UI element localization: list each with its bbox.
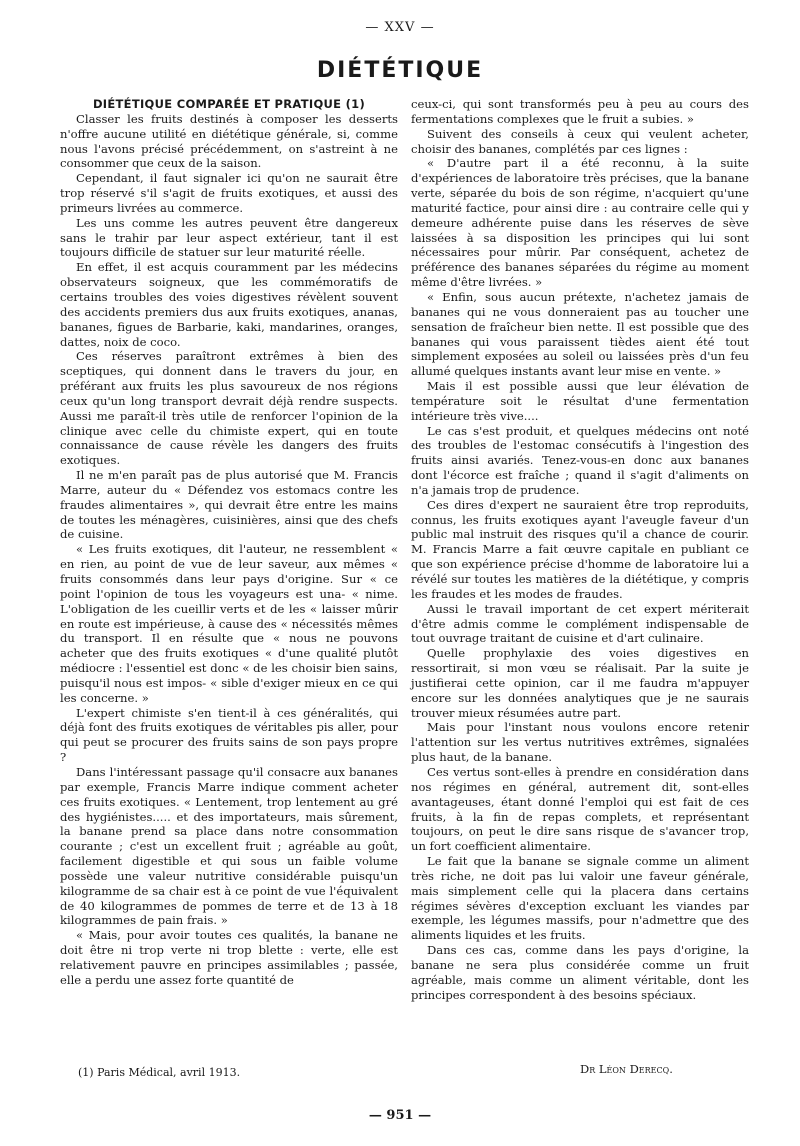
paragraph: Les uns comme les autres peuvent être dangereux sans le trahir par leur aspect extérieur, tant il est toujours difficile de statuer sur leur maturité réelle.	[60, 215, 398, 260]
paragraph: Ces réserves paraîtront extrêmes à bien des sceptiques, qui donnent dans le travers du jour, en préférant aux fruits les plus savoureux de nos régions ceux qu'un long transport devrait déjà rendre suspects. Aussi me paraît-il très utile de renforcer l'opinion de la clinique avec celle du chimiste expert, qui en toute connaissance de cause révèle les dangers des fruits exotiques.	[60, 349, 398, 468]
paragraph: Dans ces cas, comme dans les pays d'origine, la banane ne sera plus considérée comme un fruit agréable, mais comme un aliment véritable, dont les principes correspondent à des besoins spéciaux.	[411, 943, 749, 1002]
page-number: — 951 —	[368, 1108, 432, 1123]
paragraph: Il ne m'en paraît pas de plus autorisé que M. Francis Marre, auteur du « Défendez vos estomacs contre les fraudes alimentaires », qui devrait être entre les mains de toutes les ménagères, cuisinières, ainsi que des chefs de cuisine.	[60, 468, 398, 542]
paragraph: Aussi le travail important de cet expert mériterait d'être admis comme le complément indispensable de tout ouvrage traitant de cuisine et d'art culinaire.	[411, 601, 749, 646]
footnote: (1) Paris Médical, avril 1913.	[78, 1066, 241, 1079]
paragraph: Classer les fruits destinés à composer les desserts n'offre aucune utilité en diététique générale, si, comme nous l'avons précisé précédemment, on s'astreint à ne consommer que ceux de la saison.	[60, 111, 398, 171]
running-head: — XXV —	[365, 20, 435, 35]
paragraph: Le cas s'est produit, et quelques médecins ont noté des troubles de l'estomac consécutifs à l'ingestion des fruits ainsi avariés. Tenez-vous-en donc aux bananes dont l'écorce est fraîche ; quand il s'agit d'aliments on n'a jamais trop de prudence.	[411, 423, 749, 497]
paragraph: Ces dires d'expert ne sauraient être trop reproduits, connus, les fruits exotiques ayant l'aveugle faveur d'un public mal instruit des risques qu'il a chance de courir. M. Francis Marre a fait œuvre capitale en publiant ce que son expérience précise d'homme de laboratoire lui a révélé sur toutes les matières de la diététique, y compris les fraudes et les modes de fraudes.	[411, 497, 749, 601]
paragraph: Mais pour l'instant nous voulons encore retenir l'attention sur les vertus nutritives extrêmes, signalées plus haut, de la banane.	[411, 720, 749, 765]
paragraph: Ces vertus sont-elles à prendre en considération dans nos régimes en général, autrement dit, sont-elles avantageuses, étant donné l'emploi qui est fait de ces fruits, à la fin de repas complets, et représentant toujours, on peut le dire sans risque de s'avancer trop, un fort coefficient alimentaire.	[411, 764, 749, 854]
paragraph: Dans l'intéressant passage qu'il consacre aux bananes par exemple, Francis Marre indique comment acheter ces fruits exotiques. « Lentement, trop lentement au gré des hygiénistes..... et des importateurs, mais sûrement, la banane prend sa place dans notre consommation courante ; c'est un excellent fruit ; agréable au goût, facilement digestible et qui sous un faible volume possède une valeur nutritive considérable puisqu'un kilogramme de sa chair est à ce point de vue l'équivalent de 40 kilogrammes de pommes de terre et de 13 à 18 kilogrammes de pain frais. »	[60, 764, 398, 928]
paragraph: « Enfin, sous aucun prétexte, n'achetez jamais de bananes qui ne vous donneraient pas au toucher une sensation de fraîcheur bien nette. Il est possible que des bananes qui vous paraissent tièdes aient été tout simplement exposées au soleil ou laissées près d'un feu allumé quelques instants avant leur mise en vente. »	[411, 289, 749, 379]
right-column	[411, 97, 749, 1002]
paragraph: Le fait que la banane se signale comme un aliment très riche, ne doit pas lui valoir une faveur générale, mais simplement celle qui la placera dans certains régimes sévères d'exception excluant les viandes par exemple, les légumes massifs, pour n'admettre que des aliments liquides et les fruits.	[411, 854, 749, 943]
paragraph: En effet, il est acquis couramment par les médecins observateurs soigneux, que les commémoratifs de certains troubles des voies digestives révèlent souvent des accidents premiers dus aux fruits exotiques, ananas, bananes, figues de Barbarie, kaki, mandarines, oranges, dattes, noix de coco.	[60, 260, 398, 349]
article-title: DIÉTÉTIQUE COMPARÉE ET PRATIQUE (1)	[92, 97, 366, 111]
paragraph: « Les fruits exotiques, dit l'auteur, ne ressemblent « en rien, au point de vue de leur saveur, aux mêmes « fruits consommés dans leur pays d'origine. Sur « ce point l'opinion de tous les voyageurs est una- « nime. L'obligation de les cueillir verts et de les « laisser mûrir en route est impérieuse, à cause des « nécessités mêmes du transport. Il en résulte que « nous ne pouvons acheter que des fruits exotiques « d'une qualité plutôt médiocre : l'essentiel est donc « de les choisir bien sains, puisqu'il nous est impos- « sible d'exiger mieux en ce qui les concerne. »	[60, 542, 398, 705]
paragraph: « Mais, pour avoir toutes ces qualités, la banane ne doit être ni trop verte ni trop blette : verte, elle est relativement pauvre en principes assimilables ; passée, elle a perdu une assez forte quantité de	[60, 928, 398, 987]
paragraph: L'expert chimiste s'en tient-il à ces généralités, qui déjà font des fruits exotiques de véritables pis aller, pour qui peut se procurer des fruits sains de son pays propre ?	[60, 705, 398, 765]
section-title: DIÉTÉTIQUE	[316, 58, 484, 83]
paragraph: « D'autre part il a été reconnu, à la suite d'expériences de laboratoire très précises, que la banane verte, séparée du bois de son régime, n'acquiert qu'une maturité factice, pour ainsi dire : au contraire celle qui y demeure adhérente puise dans les réserves de sève laissées à sa disposition les principes qui lui sont nécessaires pour mûrir. Par conséquent, achetez de préférence des bananes séparées du régime au moment même d'être livrées. »	[411, 156, 749, 290]
left-column	[60, 97, 398, 988]
paragraph-continuation: ceux-ci, qui sont transformés peu à peu au cours des fermentations complexes que le fruit a subies. »	[411, 97, 749, 126]
paragraph: Quelle prophylaxie des voies digestives en ressortirait, si mon vœu se réalisait. Par la suite je justifierai cette opinion, car il me faudra m'appuyer encore sur les données analytiques que je ne saurais trouver mieux résumées autre part.	[411, 646, 749, 720]
paragraph: Suivent des conseils à ceux qui veulent acheter, choisir des bananes, complétés par ces lignes :	[411, 126, 749, 156]
paragraph: Mais il est possible aussi que leur élévation de température soit le résultat d'une fermentation intérieure très vive....	[411, 379, 749, 423]
author-signature: Dr Léon Derecq.	[580, 1062, 673, 1076]
paragraph: Cependant, il faut signaler ici qu'on ne saurait être trop réservé s'il s'agit de fruits exotiques, et aussi des primeurs livrées au commerce.	[60, 171, 398, 215]
